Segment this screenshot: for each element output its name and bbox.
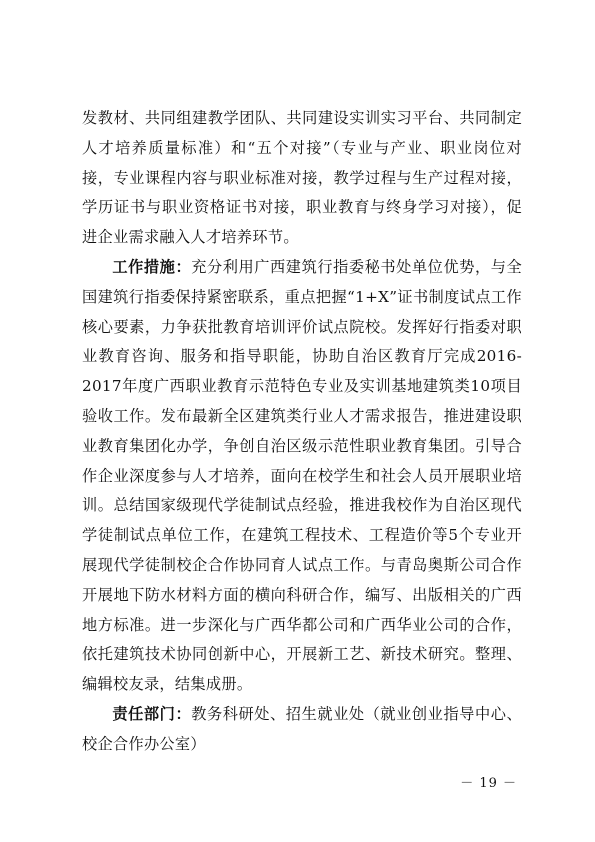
department-text: 教务科研处、招生就业处（就业创业指导中心、校企合作办公室） bbox=[82, 704, 522, 753]
measures-text: 充分利用广西建筑行指委秘书处单位优势，与全国建筑行指委保持紧密联系，重点把握“1+X”证书制度试点工作核心要素，力争获批教育培训评价试点院校。发挥好行指委对职业教育咨询、服务和指导职能，协助自治区教育厅完成2016-2017年度广西职业教育示范特色专业及实训基地建筑类10项目验收工作。发布最新全区建筑类行业人才需求报告，推进建设职业教育集团化办学，争创自治区级示范性职业教育集团。引导合作企业深度参与人才培养，面向在校学生和社会人员开展职业培训。总结国家级现代学徒制试点经验，推进我校作为自治区现代学徒制试点单位工作，在建筑工程技术、工程造价等5个专业开展现代学徒制校企合作协同育人试点工作。与青岛奥斯公司合作开展地下防水材料方面的横向科研合作，编写、出版相关的广西地方标准。进一步深化与广西华都公司和广西华业公司的合作，依托建筑技术协同创新中心，开展新工艺、新技术研究。整理、编辑校友录，结集成册。 bbox=[82, 257, 522, 694]
measures-label: 工作措施： bbox=[112, 257, 192, 276]
document-body bbox=[82, 104, 522, 760]
page-number: － 19 － bbox=[460, 776, 517, 791]
department-label: 责任部门： bbox=[112, 704, 192, 723]
measures-paragraph bbox=[82, 253, 522, 700]
intro-paragraph: 发教材、共同组建教学团队、共同建设实训实习平台、共同制定人才培养质量标准）和“五个对接”（专业与产业、职业岗位对接，专业课程内容与职业标准对接，教学过程与生产过程对接，学历证书与职业资格证书对接，职业教育与终身学习对接），促进企业需求融入人才培养环节。 bbox=[82, 109, 522, 247]
department-paragraph bbox=[82, 700, 522, 760]
